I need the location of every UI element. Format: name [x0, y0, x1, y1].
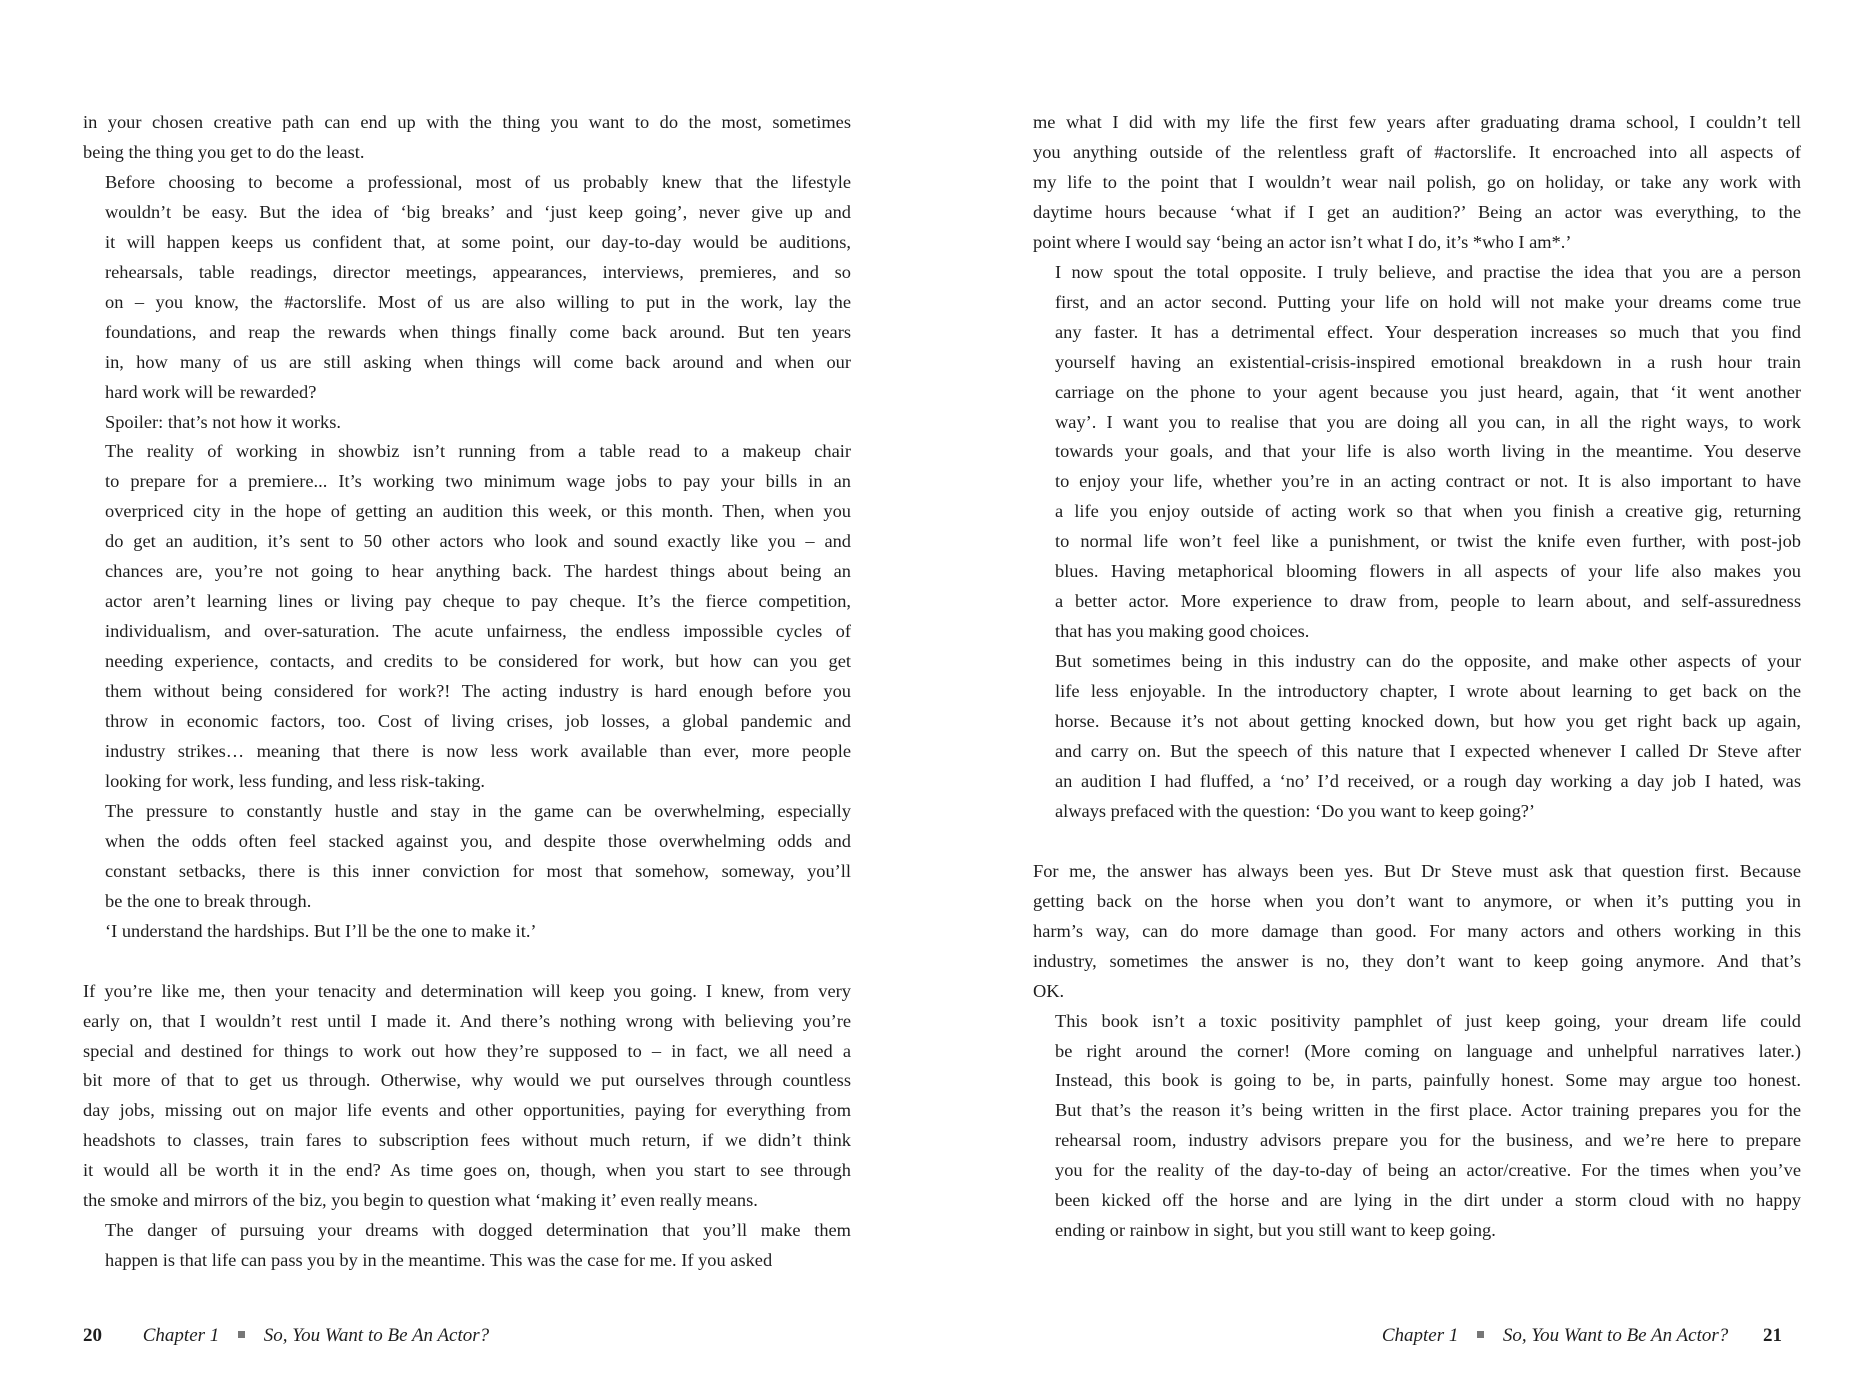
paragraph — [1033, 857, 1801, 1007]
text-line: wouldn’t be easy. But the idea of ‘big breaks’ and ‘just keep going’, never give up and — [105, 201, 851, 222]
text-line: always prefaced with the question: ‘Do you want to keep going?’ — [1055, 800, 1536, 821]
text-line: throw in economic factors, too. Cost of living crises, job losses, a global pandemic and — [105, 711, 851, 732]
text-line: special and destined for things to work out how they’re supposed to – in fact, we all need a — [83, 1040, 851, 1061]
text-line: looking for work, less funding, and less risk-taking. — [105, 770, 486, 791]
text-line: day jobs, missing out on major life events and other opportunities, paying for everything from — [83, 1100, 851, 1121]
text-line: For me, the answer has always been yes. But Dr Steve must ask that question first. Because — [1033, 860, 1801, 881]
text-line: individualism, and over-saturation. The acute unfairness, the endless impossible cycles of — [105, 621, 851, 642]
text-line: hard work will be rewarded? — [105, 381, 317, 402]
text-line: being the thing you get to do the least. — [83, 141, 365, 162]
text-line: The reality of working in showbiz isn’t running from a table read to a makeup chair — [105, 441, 851, 462]
text-line: you for the reality of the day-to-day of being an actor/creative. For the times when you’ve — [1055, 1160, 1801, 1181]
paragraph — [83, 108, 851, 168]
chapter-label: Chapter 1 — [142, 1325, 220, 1346]
text-line: to enjoy your life, whether you’re in an acting contract or not. It is also important to have — [1055, 471, 1801, 492]
text-line: way’. I want you to realise that you are doing all you can, in all the right ways, to work — [1055, 411, 1801, 432]
chapter-title: So, You Want to Be An Actor? — [263, 1325, 490, 1346]
text-line: on – you know, the #actorslife. Most of us are also willing to put in the work, lay the — [105, 291, 851, 312]
text-line: happen is that life can pass you by in the meantime. This was the case for me. If you asked — [105, 1250, 773, 1271]
text-line: actor aren’t learning lines or living pay cheque to pay cheque. It’s the fierce competition, — [105, 591, 851, 612]
paragraph — [83, 437, 851, 796]
text-line: my life to the point that I wouldn’t wear nail polish, go on holiday, or take any work with — [1033, 171, 1801, 192]
text-line: getting back on the horse when you don’t want to anymore, or when it’s putting you in — [1033, 890, 1801, 911]
text-line: carriage on the phone to your agent because you just heard, again, that ‘it went another — [1055, 381, 1801, 402]
paragraph — [83, 797, 851, 917]
text-line: ‘I understand the hardships. But I’ll be the one to make it.’ — [105, 920, 537, 941]
text-line: to normal life won’t feel like a punishment, or twist the knife even further, with post-job — [1055, 531, 1801, 552]
right-page — [932, 0, 1864, 1399]
paragraph — [83, 1216, 851, 1276]
text-line: them without being considered for work?! The acting industry is hard enough before you — [105, 681, 851, 702]
text-line: the smoke and mirrors of the biz, you begin to question what ‘making it’ even really means. — [83, 1190, 758, 1211]
text-line: industry strikes… meaning that there is now less work available than ever, more people — [105, 741, 851, 762]
text-line: chances are, you’re not going to hear anything back. The hardest things about being an — [105, 561, 851, 582]
text-line: it would all be worth it in the end? As time goes on, though, when you start to see through — [83, 1160, 851, 1181]
paragraph — [1033, 1007, 1801, 1247]
text-line: I now spout the total opposite. I truly believe, and practise the idea that you are a person — [1055, 261, 1801, 282]
right-page-footer — [1382, 1324, 1782, 1348]
separator-square-icon — [1477, 1331, 1484, 1338]
text-line: If you’re like me, then your tenacity and determination will keep you going. I knew, from very — [83, 980, 851, 1001]
left-page-body — [83, 108, 851, 1276]
text-line: it will happen keeps us confident that, at some point, our day-to-day would be auditions, — [105, 231, 851, 252]
text-line: overpriced city in the hope of getting an audition this week, or this month. Then, when you — [105, 501, 851, 522]
text-line: rehearsal room, industry advisors prepare you for the business, and we’re here to prepare — [1055, 1130, 1801, 1151]
right-page-body — [1033, 108, 1801, 1246]
paragraph — [83, 917, 851, 947]
chapter-title: So, You Want to Be An Actor? — [1502, 1325, 1729, 1346]
text-line: first, and an actor second. Putting your life on hold will not make your dreams come true — [1055, 291, 1801, 312]
text-line: The danger of pursuing your dreams with dogged determination that you’ll make them — [105, 1220, 851, 1241]
text-line: constant setbacks, there is this inner conviction for most that somehow, someway, you’ll — [105, 860, 851, 881]
text-line: that has you making good choices. — [1055, 621, 1310, 642]
paragraph — [83, 977, 851, 1217]
text-line: needing experience, contacts, and credits to be considered for work, but how can you get — [105, 651, 851, 672]
text-line: life less enjoyable. In the introductory chapter, I wrote about learning to get back on the — [1055, 681, 1801, 702]
text-line: a better actor. More experience to draw from, people to learn about, and self-assuredness — [1055, 591, 1801, 612]
text-line: headshots to classes, train fares to subscription fees without much return, if we didn’t think — [83, 1130, 851, 1151]
text-line: blues. Having metaphorical blooming flowers in all aspects of your life also makes you — [1055, 561, 1801, 582]
page-number: 21 — [1763, 1325, 1782, 1346]
text-line: rehearsals, table readings, director meetings, appearances, interviews, premieres, and so — [105, 261, 851, 282]
paragraph — [1033, 647, 1801, 827]
text-line: bit more of that to get us through. Otherwise, why would we put ourselves through countless — [83, 1070, 851, 1091]
text-line: Instead, this book is going to be, in parts, painfully honest. Some may argue too honest. — [1055, 1070, 1801, 1091]
text-line: daytime hours because ‘what if I get an audition?’ Being an actor was everything, to the — [1033, 201, 1801, 222]
text-line: yourself having an existential-crisis-inspired emotional breakdown in a rush hour train — [1055, 351, 1801, 372]
text-line: industry, sometimes the answer is no, they don’t want to keep going anymore. And that’s — [1033, 950, 1801, 971]
page-number: 20 — [83, 1325, 102, 1346]
text-line: any faster. It has a detrimental effect. Your desperation increases so much that you find — [1055, 321, 1801, 342]
text-line: be right around the corner! (More coming on language and unhelpful narratives later.) — [1055, 1040, 1801, 1061]
text-line: be the one to break through. — [105, 890, 312, 911]
text-line: foundations, and reap the rewards when things finally come back around. But ten years — [105, 321, 851, 342]
text-line: OK. — [1033, 980, 1065, 1001]
paragraph — [83, 408, 851, 438]
text-line: early on, that I wouldn’t rest until I made it. And there’s nothing wrong with believing you’re — [83, 1010, 851, 1031]
text-line: a life you enjoy outside of acting work so that when you finish a creative gig, returning — [1055, 501, 1801, 522]
text-line: point where I would say ‘being an actor isn’t what I do, it’s *who I am*.’ — [1033, 231, 1572, 252]
paragraph — [1033, 258, 1801, 647]
paragraph — [83, 168, 851, 408]
text-line: But that’s the reason it’s being written in the first place. Actor training prepares you for the — [1055, 1100, 1801, 1121]
text-line: towards your goals, and that your life is also worth living in the meantime. You deserve — [1055, 441, 1801, 462]
left-page-footer — [83, 1324, 489, 1348]
text-line: me what I did with my life the first few years after graduating drama school, I couldn’t tell — [1033, 112, 1801, 132]
text-line: in, how many of us are still asking when things will come back around and when our — [105, 351, 851, 372]
text-line: The pressure to constantly hustle and stay in the game can be overwhelming, especially — [105, 800, 851, 821]
paragraph — [1033, 108, 1801, 258]
separator-square-icon — [238, 1331, 245, 1338]
text-line: an audition I had fluffed, a ‘no’ I’d received, or a rough day working a day job I hated, was — [1055, 770, 1801, 791]
text-line: horse. Because it’s not about getting knocked down, but how you get right back up again, — [1055, 711, 1801, 732]
text-line: and carry on. But the speech of this nature that I expected whenever I called Dr Steve after — [1055, 741, 1801, 762]
text-line: Spoiler: that’s not how it works. — [105, 411, 342, 432]
text-line: in your chosen creative path can end up with the thing you want to do the most, sometimes — [83, 112, 851, 132]
text-line: when the odds often feel stacked against you, and despite those overwhelming odds and — [105, 830, 851, 851]
chapter-label: Chapter 1 — [1381, 1325, 1459, 1346]
text-line: Before choosing to become a professional, most of us probably knew that the lifestyle — [105, 171, 851, 192]
text-line: But sometimes being in this industry can do the opposite, and make other aspects of your — [1055, 651, 1801, 672]
text-line: ending or rainbow in sight, but you still want to keep going. — [1055, 1220, 1496, 1241]
text-line: do get an audition, it’s sent to 50 other actors who look and sound exactly like you – and — [105, 531, 851, 552]
text-line: you anything outside of the relentless graft of #actorslife. It encroached into all aspects of — [1033, 141, 1801, 162]
text-line: to prepare for a premiere... It’s working two minimum wage jobs to pay your bills in an — [105, 471, 851, 492]
text-line: This book isn’t a toxic positivity pamphlet of just keep going, your dream life could — [1055, 1010, 1801, 1031]
text-line: been kicked off the horse and are lying in the dirt under a storm cloud with no happy — [1055, 1190, 1801, 1211]
text-line: harm’s way, can do more damage than good. For many actors and others working in this — [1033, 920, 1801, 941]
